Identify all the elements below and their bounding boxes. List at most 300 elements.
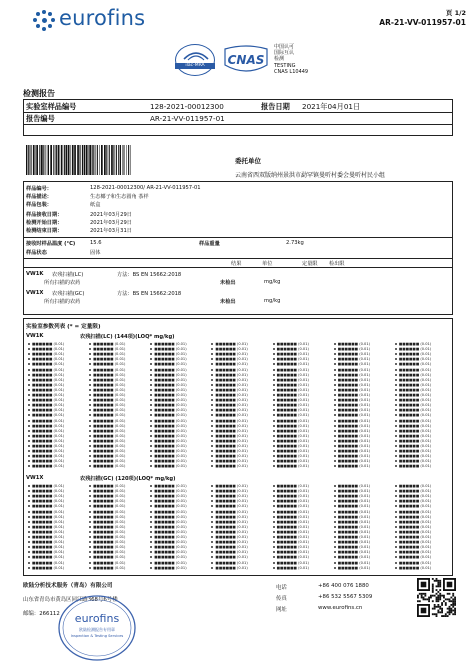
- accred-line: 国际互认: [274, 50, 295, 57]
- qr-module: [449, 606, 451, 608]
- col-lod-header: 检出限: [329, 261, 345, 267]
- bullet-icon: [273, 389, 275, 391]
- parameter-text: ■■■■■■ (0.01): [32, 459, 65, 464]
- qr-module: [434, 606, 436, 608]
- bullet-icon: [211, 567, 213, 569]
- qr-module: [436, 606, 438, 608]
- bullet-icon: [150, 455, 152, 457]
- barcode-bar: [128, 145, 129, 175]
- bullet-icon: [395, 562, 397, 564]
- parameter-text: ■■■■■■ (0.01): [154, 367, 187, 372]
- weight-label: 样品重量: [199, 241, 220, 247]
- bullet-icon: [273, 399, 275, 401]
- parameter-text: ■■■■■■ (0.01): [398, 398, 432, 403]
- parameter-text: ■■■■■■ (0.01): [398, 499, 432, 504]
- bullet-icon: [334, 460, 336, 462]
- qr-module: [434, 608, 436, 610]
- bullet-icon: [334, 384, 336, 386]
- bullet-icon: [211, 541, 213, 543]
- bullet-icon: [28, 435, 30, 437]
- bullet-icon: [334, 485, 336, 487]
- bullet-icon: [334, 567, 336, 569]
- parameter-text: ■■■■■■ (0.01): [215, 433, 248, 438]
- bullet-icon: [273, 536, 275, 538]
- bullet-icon: [150, 500, 152, 502]
- parameter-text: ■■■■■■ (0.01): [32, 357, 65, 362]
- qr-module: [454, 604, 456, 606]
- parameter-text: ■■■■■■ (0.01): [276, 403, 309, 408]
- parameter-text: ■■■■■■ (0.01): [337, 347, 371, 352]
- bullet-icon: [89, 567, 91, 569]
- bullet-icon: [150, 541, 152, 543]
- qr-module: [454, 611, 456, 613]
- bullet-icon: [395, 551, 397, 553]
- parameter-text: ■■■■■■ (0.01): [337, 484, 371, 488]
- parameter-text: ■■■■■■ (0.01): [215, 342, 248, 346]
- parameter-text: ■■■■■■ (0.01): [154, 565, 187, 570]
- bullet-icon: [89, 440, 91, 442]
- parameter-text: ■■■■■■ (0.01): [32, 504, 65, 509]
- bullet-icon: [334, 541, 336, 543]
- qr-module: [417, 597, 419, 599]
- qr-module: [450, 600, 452, 602]
- bullet-icon: [150, 399, 152, 401]
- bullet-icon: [89, 505, 91, 507]
- parameter-text: ■■■■■■ (0.01): [276, 398, 309, 403]
- parameter-text: ■■■■■■ (0.01): [398, 489, 432, 494]
- parameter-text: ■■■■■■ (0.01): [337, 413, 371, 418]
- parameter-text: ■■■■■■ (0.01): [398, 367, 432, 372]
- parameter-text: ■■■■■■ (0.01): [337, 433, 371, 438]
- qr-module: [437, 584, 439, 586]
- parameter-text: ■■■■■■ (0.01): [154, 352, 187, 357]
- tel-value: +86 400 076 1880: [318, 583, 369, 589]
- qr-module: [436, 593, 438, 595]
- scope-box: [23, 318, 453, 576]
- qr-module: [449, 608, 451, 610]
- parameter-text: ■■■■■■ (0.01): [154, 382, 187, 387]
- parameter-text: ■■■■■■ (0.01): [93, 454, 126, 459]
- parameter-text: ■■■■■■ (0.01): [32, 428, 65, 433]
- barcode-bar: [68, 145, 70, 175]
- bullet-icon: [211, 546, 213, 548]
- bullet-icon: [334, 490, 336, 492]
- bullet-icon: [89, 536, 91, 538]
- parameter-text: ■■■■■■ (0.01): [215, 499, 248, 504]
- parameter-text: ■■■■■■ (0.01): [32, 550, 65, 555]
- bullet-icon: [273, 511, 275, 513]
- bullet-icon: [211, 500, 213, 502]
- bullet-icon: [273, 374, 275, 376]
- parameter-text: ■■■■■■ (0.01): [398, 504, 432, 509]
- cnas-logo-icon: [222, 45, 270, 75]
- bullet-icon: [334, 404, 336, 406]
- summary-box: [23, 99, 453, 136]
- parameter-text: ■■■■■■ (0.01): [337, 357, 371, 362]
- bullet-icon: [395, 536, 397, 538]
- bullet-icon: [395, 369, 397, 371]
- parameter-text: ■■■■■■ (0.01): [276, 413, 309, 418]
- parameter-text: ■■■■■■ (0.01): [32, 372, 65, 377]
- parameter-text: ■■■■■■ (0.01): [32, 423, 65, 428]
- parameter-text: ■■■■■■ (0.01): [215, 535, 248, 539]
- test1-result: 未检出: [220, 280, 236, 286]
- bullet-icon: [89, 404, 91, 406]
- parameter-text: ■■■■■■ (0.01): [215, 377, 248, 382]
- gc-code: VW1X: [26, 475, 44, 481]
- parameter-text: ■■■■■■ (0.01): [215, 449, 248, 454]
- bullet-icon: [273, 526, 275, 528]
- barcode-bar: [55, 145, 56, 175]
- bullet-icon: [28, 384, 30, 386]
- bullet-icon: [273, 500, 275, 502]
- parameter-text: ■■■■■■ (0.01): [154, 550, 187, 555]
- fax-value: +86 532 5567 5309: [318, 594, 373, 600]
- end-date-label: 检测结束日期：: [26, 228, 63, 234]
- parameter-text: ■■■■■■ (0.01): [154, 413, 187, 418]
- bullet-icon: [395, 363, 397, 365]
- bullet-icon: [28, 567, 30, 569]
- parameter-text: ■■■■■■ (0.01): [398, 514, 432, 519]
- report-code-header: AR-21-VV-011957-01: [379, 18, 466, 27]
- stamp-sub: 欧陆检测报告专用章: [79, 627, 115, 632]
- bullet-icon: [150, 389, 152, 391]
- parameter-text: ■■■■■■ (0.01): [154, 484, 187, 488]
- bullet-icon: [334, 536, 336, 538]
- parameter-text: ■■■■■■ (0.01): [337, 514, 371, 519]
- barcode-bar: [122, 145, 123, 175]
- bullet-icon: [150, 425, 152, 427]
- parameter-text: ■■■■■■ (0.01): [398, 362, 432, 367]
- eurofins-logo: [33, 8, 183, 32]
- gc-label: 农残扫描(GC) (120项)(LOQ* mg/kg): [80, 476, 176, 482]
- bullet-icon: [89, 516, 91, 518]
- bullet-icon: [89, 445, 91, 447]
- parameter-text: ■■■■■■ (0.01): [93, 524, 126, 529]
- qr-module: [439, 611, 441, 613]
- bullet-icon: [89, 455, 91, 457]
- parameter-text: ■■■■■■ (0.01): [337, 428, 371, 433]
- start-date-label: 检测开始日期：: [26, 220, 63, 226]
- barcode-bar: [50, 145, 52, 175]
- parameter-text: ■■■■■■ (0.01): [398, 555, 432, 560]
- bullet-icon: [89, 546, 91, 548]
- parameter-text: ■■■■■■ (0.01): [337, 565, 371, 570]
- barcode-bar: [45, 145, 46, 175]
- bullet-icon: [273, 567, 275, 569]
- parameter-text: ■■■■■■ (0.01): [154, 347, 187, 352]
- barcode-bar: [82, 145, 83, 175]
- qr-code-image: [417, 578, 456, 617]
- parameter-text: ■■■■■■ (0.01): [93, 367, 126, 372]
- bullet-icon: [273, 425, 275, 427]
- bullet-icon: [395, 425, 397, 427]
- qr-module: [443, 595, 445, 597]
- bullet-icon: [273, 516, 275, 518]
- bullet-icon: [89, 409, 91, 411]
- parameter-text: ■■■■■■ (0.01): [398, 403, 432, 408]
- qr-module: [436, 585, 438, 587]
- parameter-text: ■■■■■■ (0.01): [32, 398, 65, 403]
- start-date-value: 2021年03月29日: [90, 220, 132, 226]
- parameter-text: ■■■■■■ (0.01): [93, 403, 126, 408]
- parameter-text: ■■■■■■ (0.01): [93, 433, 126, 438]
- parameter-text: ■■■■■■ (0.01): [93, 387, 126, 392]
- parameter-text: ■■■■■■ (0.01): [398, 377, 432, 382]
- parameter-text: ■■■■■■ (0.01): [215, 423, 248, 428]
- bullet-icon: [211, 450, 213, 452]
- bullet-icon: [334, 358, 336, 360]
- barcode-bar: [116, 145, 117, 175]
- bullet-icon: [273, 420, 275, 422]
- parameter-text: ■■■■■■ (0.01): [154, 514, 187, 519]
- qr-module: [450, 611, 452, 613]
- bullet-icon: [334, 455, 336, 457]
- bullet-icon: [334, 526, 336, 528]
- parameter-text: ■■■■■■ (0.01): [337, 499, 371, 504]
- parameter-text: ■■■■■■ (0.01): [154, 403, 187, 408]
- bullet-icon: [395, 389, 397, 391]
- qr-module: [437, 597, 439, 599]
- qr-module: [450, 597, 452, 599]
- qr-module: [432, 595, 434, 597]
- bullet-icon: [89, 562, 91, 564]
- bullet-icon: [273, 460, 275, 462]
- parameter-text: ■■■■■■ (0.01): [154, 489, 187, 494]
- bullet-icon: [395, 358, 397, 360]
- bullet-icon: [150, 404, 152, 406]
- bullet-icon: [28, 414, 30, 416]
- bullet-icon: [211, 343, 213, 345]
- parameter-text: ■■■■■■ (0.01): [154, 494, 187, 499]
- parameter-text: ■■■■■■ (0.01): [32, 524, 65, 529]
- parameter-text: ■■■■■■ (0.01): [337, 494, 371, 499]
- barcode-bar: [28, 145, 29, 175]
- parameter-text: ■■■■■■ (0.01): [93, 529, 126, 534]
- parameter-text: ■■■■■■ (0.01): [398, 347, 432, 352]
- parameter-text: ■■■■■■ (0.01): [276, 489, 309, 494]
- qr-module: [443, 615, 445, 617]
- parameter-text: ■■■■■■ (0.01): [32, 382, 65, 387]
- qr-module: [436, 597, 438, 599]
- bullet-icon: [150, 414, 152, 416]
- bullet-icon: [28, 562, 30, 564]
- bullet-icon: [334, 343, 336, 345]
- qr-module: [450, 604, 452, 606]
- parameter-text: ■■■■■■ (0.01): [154, 555, 187, 560]
- parameter-text: ■■■■■■ (0.01): [398, 550, 432, 555]
- parameter-text: ■■■■■■ (0.01): [215, 382, 248, 387]
- qr-module: [441, 602, 443, 604]
- bullet-icon: [150, 353, 152, 355]
- sample-info-box: [23, 181, 453, 315]
- qr-module: [441, 595, 443, 597]
- bullet-icon: [211, 379, 213, 381]
- qr-module: [437, 611, 439, 613]
- parameter-text: ■■■■■■ (0.01): [398, 459, 432, 464]
- parameter-text: ■■■■■■ (0.01): [32, 433, 65, 438]
- qr-module: [428, 597, 430, 599]
- bullet-icon: [150, 562, 152, 564]
- bullet-icon: [28, 445, 30, 447]
- qr-module: [436, 598, 438, 600]
- barcode-bar: [126, 145, 127, 175]
- parameter-text: ■■■■■■ (0.01): [215, 454, 248, 459]
- parameter-text: ■■■■■■ (0.01): [93, 504, 126, 509]
- bullet-icon: [89, 420, 91, 422]
- parameter-text: ■■■■■■ (0.01): [398, 535, 432, 539]
- bullet-icon: [395, 567, 397, 569]
- accred-line: TESTING: [274, 62, 296, 69]
- parameter-text: ■■■■■■ (0.01): [276, 509, 309, 514]
- parameter-text: ■■■■■■ (0.01): [276, 418, 309, 423]
- sample-no-label: 样品编号：: [26, 186, 52, 192]
- scope-title: 实验室参数列表 (* = 定量限): [26, 324, 101, 330]
- barcode-bar: [58, 145, 60, 175]
- parameter-text: ■■■■■■ (0.01): [215, 352, 248, 357]
- bullet-icon: [395, 521, 397, 523]
- bullet-icon: [211, 551, 213, 553]
- qr-module: [437, 600, 439, 602]
- bullet-icon: [273, 455, 275, 457]
- parameter-text: ■■■■■■ (0.01): [337, 438, 371, 443]
- parameter-text: ■■■■■■ (0.01): [337, 489, 371, 494]
- qr-module: [439, 597, 441, 599]
- footer-contact-block: [276, 583, 373, 613]
- barcode-bar: [31, 145, 32, 175]
- parameter-text: ■■■■■■ (0.01): [154, 357, 187, 362]
- parameter-text: ■■■■■■ (0.01): [154, 524, 187, 529]
- qr-module: [445, 613, 447, 615]
- bullet-icon: [89, 556, 91, 558]
- parameter-text: ■■■■■■ (0.01): [398, 454, 432, 459]
- parameter-text: ■■■■■■ (0.01): [154, 372, 187, 377]
- bullet-icon: [89, 526, 91, 528]
- bullet-icon: [273, 430, 275, 432]
- bullet-icon: [395, 505, 397, 507]
- bullet-icon: [28, 409, 30, 411]
- sample-desc-label: 样品描述：: [26, 194, 52, 200]
- parameter-text: ■■■■■■ (0.01): [337, 464, 371, 469]
- bullet-icon: [89, 358, 91, 360]
- company-seal-stamp: [57, 594, 137, 662]
- parameter-text: ■■■■■■ (0.01): [276, 560, 309, 565]
- weight-value: 2.73kg: [286, 240, 304, 246]
- parameter-text: ■■■■■■ (0.01): [337, 367, 371, 372]
- bullet-icon: [334, 495, 336, 497]
- bullet-icon: [28, 430, 30, 432]
- parameter-text: ■■■■■■ (0.01): [276, 519, 309, 524]
- parameter-text: ■■■■■■ (0.01): [32, 535, 65, 539]
- bullet-icon: [334, 500, 336, 502]
- bullet-icon: [211, 485, 213, 487]
- bullet-icon: [273, 409, 275, 411]
- qr-module: [449, 613, 451, 615]
- barcode-bar: [48, 145, 49, 175]
- sample-no-value: 128-2021-00012300/ AR-21-VV-011957-01: [90, 185, 201, 191]
- parameter-text: ■■■■■■ (0.01): [337, 509, 371, 514]
- bullet-icon: [334, 414, 336, 416]
- bullet-icon: [211, 389, 213, 391]
- test2-code: VW1X: [26, 290, 44, 296]
- bullet-icon: [28, 353, 30, 355]
- qr-module: [436, 615, 438, 617]
- parameter-text: ■■■■■■ (0.01): [32, 484, 65, 488]
- barcode-bar: [39, 145, 40, 175]
- parameter-text: ■■■■■■ (0.01): [276, 408, 309, 413]
- parameter-text: ■■■■■■ (0.01): [276, 550, 309, 555]
- parameter-text: ■■■■■■ (0.01): [93, 509, 126, 514]
- state-label: 样品状态: [26, 250, 47, 256]
- qr-module: [432, 608, 434, 610]
- parameter-text: ■■■■■■ (0.01): [154, 464, 187, 469]
- bullet-icon: [395, 526, 397, 528]
- parameter-text: ■■■■■■ (0.01): [398, 449, 432, 454]
- qr-module: [452, 613, 454, 615]
- qr-module: [452, 606, 454, 608]
- qr-module: [434, 595, 436, 597]
- barcode-bar: [92, 145, 93, 175]
- qr-module: [454, 608, 456, 610]
- parameter-text: ■■■■■■ (0.01): [32, 454, 65, 459]
- bullet-icon: [89, 363, 91, 365]
- receive-date-label: 样品接收日期：: [26, 212, 63, 218]
- qr-module: [436, 580, 438, 582]
- bullet-icon: [28, 460, 30, 462]
- qr-module: [452, 600, 454, 602]
- barcode-bar: [118, 145, 119, 175]
- parameter-text: ■■■■■■ (0.01): [215, 519, 248, 524]
- bullet-icon: [28, 516, 30, 518]
- bullet-icon: [211, 521, 213, 523]
- parameter-text: ■■■■■■ (0.01): [154, 459, 187, 464]
- bullet-icon: [395, 379, 397, 381]
- bullet-icon: [150, 450, 152, 452]
- parameter-text: ■■■■■■ (0.01): [398, 357, 432, 362]
- parameter-text: ■■■■■■ (0.01): [32, 555, 65, 560]
- parameter-text: ■■■■■■ (0.01): [154, 519, 187, 524]
- qr-module: [445, 598, 447, 600]
- parameter-text: ■■■■■■ (0.01): [154, 560, 187, 565]
- qr-module: [447, 598, 449, 600]
- bullet-icon: [395, 420, 397, 422]
- qr-module: [443, 600, 445, 602]
- qr-module: [417, 595, 419, 597]
- bullet-icon: [211, 430, 213, 432]
- bullet-icon: [334, 440, 336, 442]
- state-value: 固体: [90, 250, 101, 256]
- parameter-text: ■■■■■■ (0.01): [93, 494, 126, 499]
- qr-module: [434, 580, 436, 582]
- bullet-icon: [150, 384, 152, 386]
- temp-value: 15.6: [90, 240, 102, 246]
- parameter-text: ■■■■■■ (0.01): [154, 499, 187, 504]
- bullet-icon: [395, 435, 397, 437]
- parameter-text: ■■■■■■ (0.01): [337, 449, 371, 454]
- parameter-text: ■■■■■■ (0.01): [32, 438, 65, 443]
- bullet-icon: [150, 516, 152, 518]
- bullet-icon: [211, 445, 213, 447]
- qr-module: [439, 595, 441, 597]
- qr-module: [424, 595, 426, 597]
- qr-module: [439, 584, 441, 586]
- parameter-text: ■■■■■■ (0.01): [93, 459, 126, 464]
- qr-module: [447, 611, 449, 613]
- bullet-icon: [395, 409, 397, 411]
- bullet-icon: [334, 353, 336, 355]
- parameter-text: ■■■■■■ (0.01): [337, 560, 371, 565]
- parameter-text: ■■■■■■ (0.01): [276, 444, 309, 448]
